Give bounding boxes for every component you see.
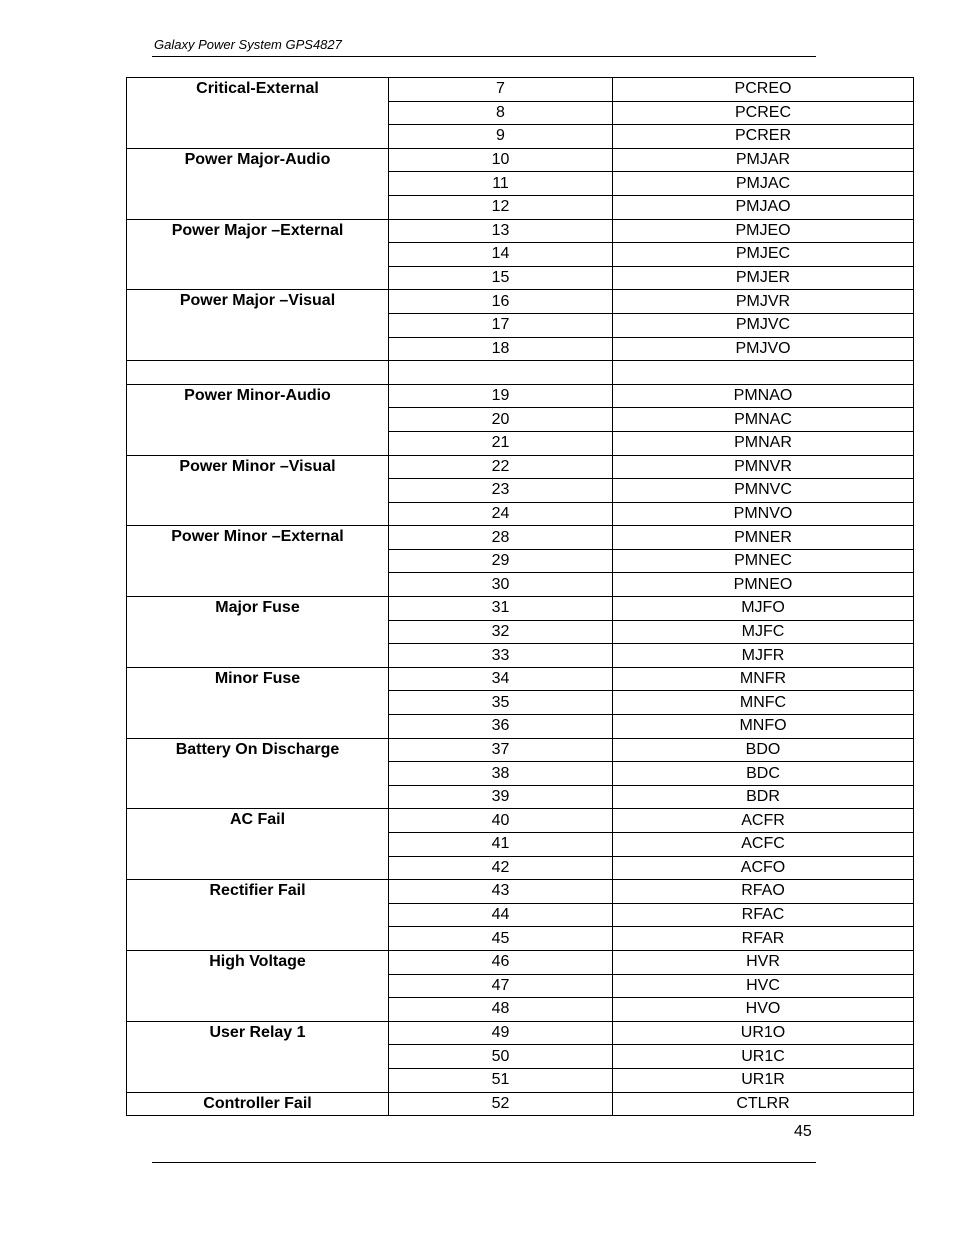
- table-row: [127, 455, 914, 479]
- signal-number-cell: 9: [389, 125, 613, 149]
- table-row: [127, 597, 914, 621]
- table-row: [127, 78, 914, 102]
- signal-group-label: Controller Fail: [127, 1092, 389, 1116]
- signal-number-cell: 40: [389, 809, 613, 833]
- signal-code-cell: RFAO: [613, 880, 914, 904]
- signal-code-cell: HVR: [613, 950, 914, 974]
- signal-code-cell: MNFR: [613, 667, 914, 691]
- signal-code-cell: HVO: [613, 998, 914, 1022]
- page-number: 45: [794, 1123, 812, 1140]
- signal-code-cell: PMJVO: [613, 337, 914, 361]
- signal-code-cell: ACFC: [613, 833, 914, 857]
- signal-number-cell: 44: [389, 903, 613, 927]
- signal-number-cell: 46: [389, 950, 613, 974]
- signal-code-cell: PMNEC: [613, 549, 914, 573]
- signal-group-label: Major Fuse: [127, 597, 389, 668]
- signal-code-cell: BDR: [613, 785, 914, 809]
- signal-code-cell: PMJER: [613, 266, 914, 290]
- signal-number-cell: 36: [389, 715, 613, 739]
- signal-number-cell: 19: [389, 384, 613, 408]
- signal-number-cell: 43: [389, 880, 613, 904]
- signal-code-cell: PMJAC: [613, 172, 914, 196]
- signal-number-cell: 22: [389, 455, 613, 479]
- signal-table-container: [126, 77, 914, 1116]
- signal-number-cell: 16: [389, 290, 613, 314]
- signal-code-cell: PMNAO: [613, 384, 914, 408]
- signal-number-cell: 48: [389, 998, 613, 1022]
- signal-number-cell: 18: [389, 337, 613, 361]
- signal-number-cell: 51: [389, 1068, 613, 1092]
- document-header-title: Galaxy Power System GPS4827: [154, 37, 342, 52]
- signal-number-cell: 32: [389, 620, 613, 644]
- table-row: [127, 219, 914, 243]
- signal-code-cell: PMNEO: [613, 573, 914, 597]
- signal-number-cell: 28: [389, 526, 613, 550]
- signal-number-cell: [389, 361, 613, 385]
- signal-number-cell: 45: [389, 927, 613, 951]
- footer-divider: [152, 1162, 816, 1163]
- signal-number-cell: 37: [389, 738, 613, 762]
- signal-code-cell: RFAR: [613, 927, 914, 951]
- signal-number-cell: 15: [389, 266, 613, 290]
- signal-number-cell: 21: [389, 431, 613, 455]
- signal-code-cell: MNFC: [613, 691, 914, 715]
- signal-code-cell: PCREC: [613, 101, 914, 125]
- signal-code-cell: PMJVR: [613, 290, 914, 314]
- signal-number-cell: 47: [389, 974, 613, 998]
- signal-number-cell: 13: [389, 219, 613, 243]
- signal-number-cell: 42: [389, 856, 613, 880]
- signal-table: [126, 77, 914, 1116]
- signal-code-cell: PCREO: [613, 78, 914, 102]
- signal-group-label: Power Major –Visual: [127, 290, 389, 361]
- signal-code-cell: PMJVC: [613, 313, 914, 337]
- signal-number-cell: 52: [389, 1092, 613, 1116]
- signal-code-cell: PMNER: [613, 526, 914, 550]
- signal-code-cell: PMNVO: [613, 502, 914, 526]
- signal-code-cell: BDO: [613, 738, 914, 762]
- header-divider: [152, 56, 816, 57]
- signal-group-label: User Relay 1: [127, 1021, 389, 1092]
- table-row: [127, 738, 914, 762]
- signal-number-cell: 24: [389, 502, 613, 526]
- signal-number-cell: 10: [389, 148, 613, 172]
- table-row: [127, 809, 914, 833]
- signal-code-cell: UR1O: [613, 1021, 914, 1045]
- table-row: [127, 667, 914, 691]
- signal-code-cell: UR1C: [613, 1045, 914, 1069]
- signal-number-cell: 38: [389, 762, 613, 786]
- table-row: [127, 950, 914, 974]
- signal-number-cell: 23: [389, 479, 613, 503]
- table-row: [127, 290, 914, 314]
- signal-number-cell: 7: [389, 78, 613, 102]
- signal-code-cell: PMJEO: [613, 219, 914, 243]
- signal-code-cell: MJFR: [613, 644, 914, 668]
- signal-code-cell: PMJEC: [613, 243, 914, 267]
- signal-code-cell: PMNAC: [613, 408, 914, 432]
- signal-code-cell: PMJAR: [613, 148, 914, 172]
- signal-table-body: [127, 78, 914, 1116]
- signal-group-label: Minor Fuse: [127, 667, 389, 738]
- signal-number-cell: 30: [389, 573, 613, 597]
- table-row: [127, 1092, 914, 1116]
- signal-number-cell: 8: [389, 101, 613, 125]
- signal-group-label: Power Major-Audio: [127, 148, 389, 219]
- signal-code-cell: HVC: [613, 974, 914, 998]
- signal-number-cell: 49: [389, 1021, 613, 1045]
- signal-code-cell: PMJAO: [613, 195, 914, 219]
- signal-group-label: Power Major –External: [127, 219, 389, 290]
- signal-number-cell: 29: [389, 549, 613, 573]
- signal-number-cell: 41: [389, 833, 613, 857]
- signal-group-label: [127, 361, 389, 385]
- signal-code-cell: PMNAR: [613, 431, 914, 455]
- signal-code-cell: MJFO: [613, 597, 914, 621]
- signal-code-cell: BDC: [613, 762, 914, 786]
- signal-number-cell: 35: [389, 691, 613, 715]
- signal-number-cell: 34: [389, 667, 613, 691]
- table-row: [127, 1021, 914, 1045]
- signal-number-cell: 11: [389, 172, 613, 196]
- signal-group-label: AC Fail: [127, 809, 389, 880]
- signal-number-cell: 39: [389, 785, 613, 809]
- signal-code-cell: ACFO: [613, 856, 914, 880]
- signal-number-cell: 20: [389, 408, 613, 432]
- signal-code-cell: [613, 361, 914, 385]
- signal-code-cell: MNFO: [613, 715, 914, 739]
- signal-group-label: High Voltage: [127, 950, 389, 1021]
- signal-code-cell: ACFR: [613, 809, 914, 833]
- signal-number-cell: 31: [389, 597, 613, 621]
- signal-number-cell: 14: [389, 243, 613, 267]
- table-row: [127, 361, 914, 385]
- signal-group-label: Power Minor-Audio: [127, 384, 389, 455]
- signal-code-cell: PMNVR: [613, 455, 914, 479]
- table-row: [127, 526, 914, 550]
- signal-code-cell: PCRER: [613, 125, 914, 149]
- signal-number-cell: 50: [389, 1045, 613, 1069]
- signal-code-cell: RFAC: [613, 903, 914, 927]
- signal-group-label: Rectifier Fail: [127, 880, 389, 951]
- signal-code-cell: PMNVC: [613, 479, 914, 503]
- signal-group-label: Critical-External: [127, 78, 389, 149]
- signal-code-cell: MJFC: [613, 620, 914, 644]
- signal-code-cell: UR1R: [613, 1068, 914, 1092]
- table-row: [127, 880, 914, 904]
- signal-number-cell: 33: [389, 644, 613, 668]
- signal-number-cell: 12: [389, 195, 613, 219]
- table-row: [127, 148, 914, 172]
- signal-group-label: Battery On Discharge: [127, 738, 389, 809]
- signal-number-cell: 17: [389, 313, 613, 337]
- signal-code-cell: CTLRR: [613, 1092, 914, 1116]
- signal-group-label: Power Minor –External: [127, 526, 389, 597]
- table-row: [127, 384, 914, 408]
- signal-group-label: Power Minor –Visual: [127, 455, 389, 526]
